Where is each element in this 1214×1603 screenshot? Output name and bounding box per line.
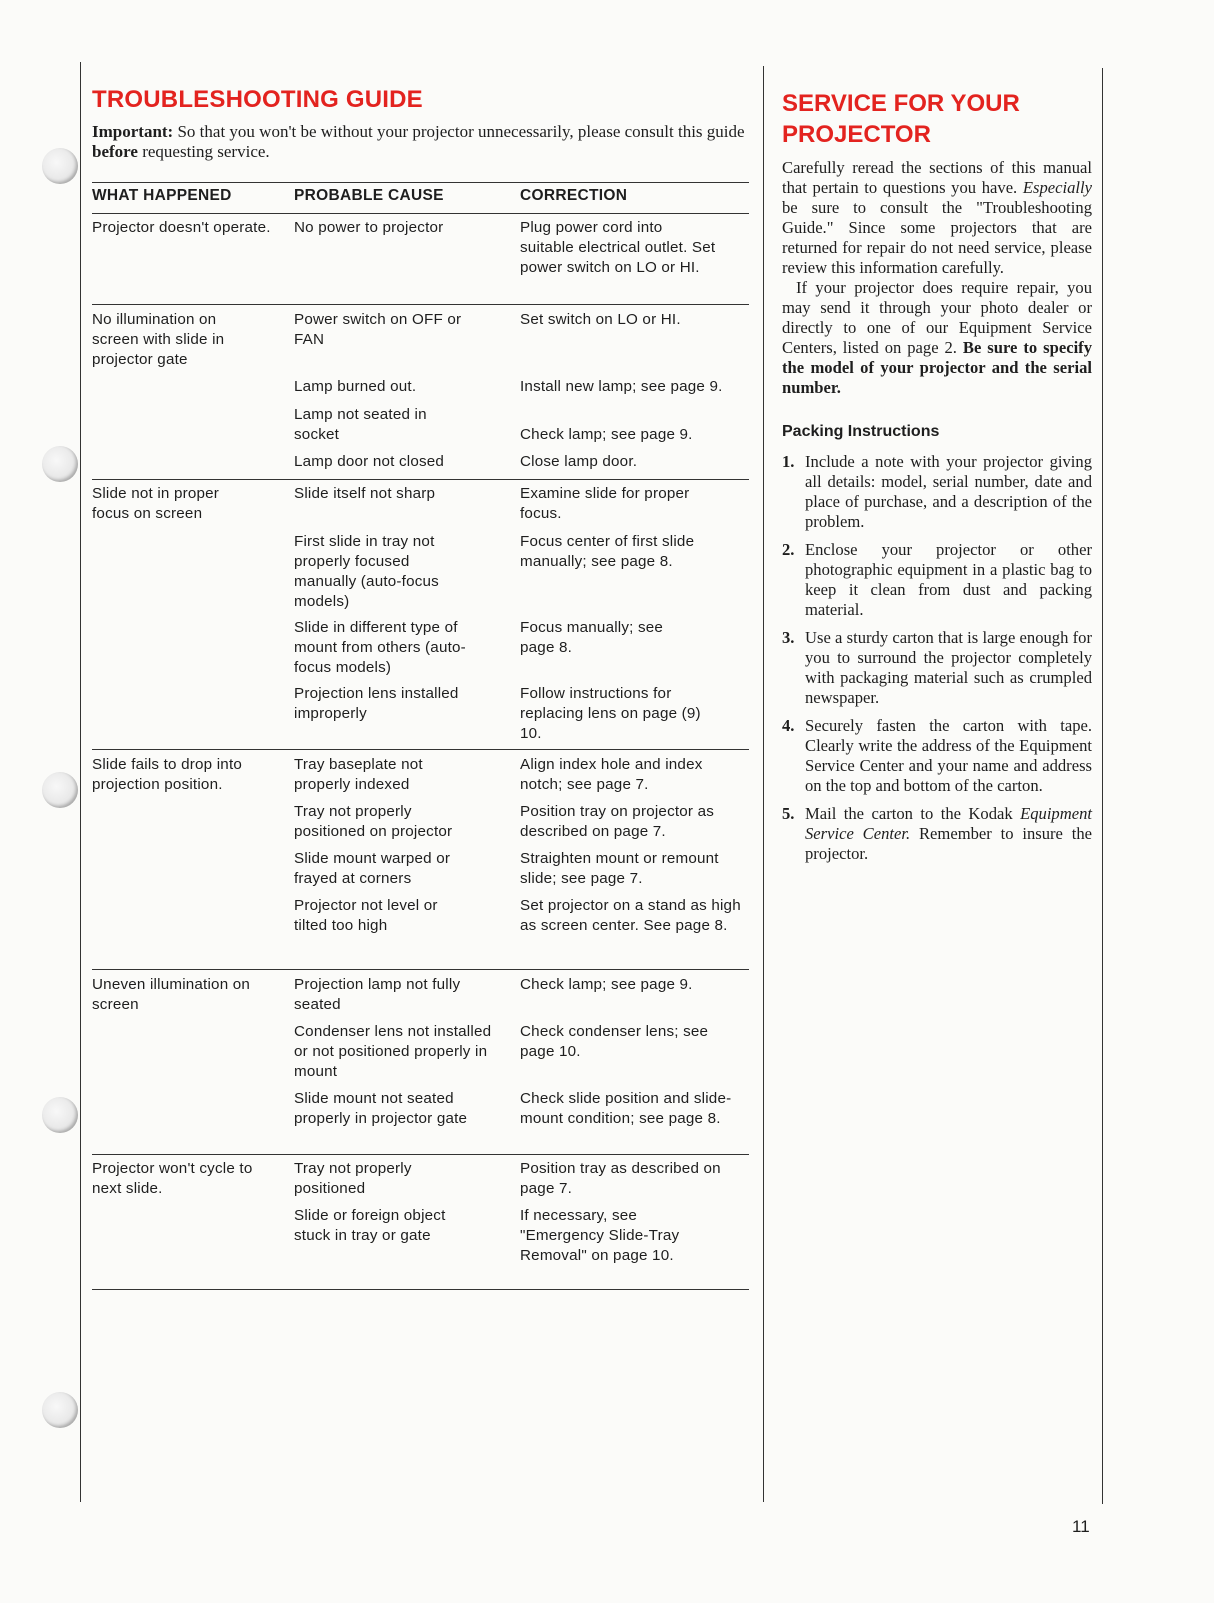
table-row-cause: Lamp not seated in socket bbox=[294, 406, 427, 443]
packing-item-text: Remember to insure the projector. bbox=[805, 824, 1093, 863]
troubleshooting-title: TROUBLESHOOTING GUIDE bbox=[92, 86, 423, 113]
table-row-correction: Check lamp; see page 9. bbox=[520, 976, 693, 993]
table-row-cause: Slide in different type of mount from others (auto-focus models) bbox=[294, 619, 466, 676]
binder-hole-5 bbox=[42, 1392, 78, 1428]
service-column bbox=[782, 158, 1092, 872]
binder-hole-4 bbox=[42, 1097, 78, 1133]
group-rule bbox=[92, 749, 749, 750]
table-row-cause: Lamp burned out. bbox=[294, 378, 417, 395]
table-row-correction: Straighten mount or remount slide; see page 7. bbox=[520, 850, 719, 887]
table-row-cause: Lamp door not closed bbox=[294, 453, 445, 470]
packing-item bbox=[782, 804, 1092, 864]
intro-bold: before bbox=[92, 142, 138, 161]
table-row-correction: Check slide position and slide-mount condition; see page 8. bbox=[520, 1090, 732, 1127]
troubleshooting-intro bbox=[92, 122, 749, 162]
binder-hole-1 bbox=[42, 148, 78, 184]
table-row-cause: Slide mount not seated properly in projector gate bbox=[294, 1090, 468, 1127]
packing-item-text: Include a note with your projector giving all details: model, serial number, date and place of purchase, and a description of the problem. bbox=[805, 452, 1092, 531]
binder-hole-2 bbox=[42, 446, 78, 482]
table-row-correction: Plug power cord into suitable electrical outlet. Set power switch on LO or HI. bbox=[520, 219, 716, 276]
table-row-cause: First slide in tray not properly focused manually (auto-focus models) bbox=[294, 533, 439, 610]
table-row-correction: Set switch on LO or HI. bbox=[520, 311, 681, 328]
intro-text-1: So that you won't be without your projector unnecessarily, please consult this guide bbox=[177, 122, 745, 141]
group-rule bbox=[92, 304, 749, 305]
table-row-correction: Check lamp; see page 9. bbox=[520, 426, 693, 443]
table-row-correction: Focus center of first slide manually; see page 8. bbox=[520, 533, 695, 570]
left-margin-rule bbox=[80, 62, 81, 1502]
group-rule bbox=[92, 1154, 749, 1155]
packing-item-emphasis: Equipment Service Center. bbox=[805, 804, 1092, 843]
packing-item-text: Mail the carton to the Kodak bbox=[805, 804, 1013, 823]
packing-item bbox=[782, 540, 1092, 620]
binder-hole-3 bbox=[42, 772, 78, 808]
packing-item-text: Securely fasten the carton with tape. Clearly write the address of the Equipment Service Center and your name and address on the top and bottom of the carton. bbox=[805, 716, 1092, 795]
group-rule bbox=[92, 969, 749, 970]
table-row-problem: Slide fails to drop into projection position. bbox=[92, 756, 243, 793]
table-row-problem: Projector doesn't operate. bbox=[92, 219, 271, 236]
table-row-cause: Slide mount warped or frayed at corners bbox=[294, 850, 451, 887]
table-row-correction: If necessary, see "Emergency Slide-Tray Removal" on page 10. bbox=[520, 1207, 680, 1264]
table-row-cause: Power switch on OFF or FAN bbox=[294, 311, 462, 348]
table-row-correction: Install new lamp; see page 9. bbox=[520, 378, 723, 395]
important-label: Important: bbox=[92, 122, 174, 141]
packing-item bbox=[782, 628, 1092, 708]
packing-item-number: 3. bbox=[782, 628, 795, 647]
group-rule bbox=[92, 479, 749, 480]
service-text: be sure to consult the "Troubleshooting Guide." Since some projectors that are returned for repair do not need service, please review this information carefully. bbox=[782, 198, 1092, 277]
packing-item-number: 1. bbox=[782, 452, 795, 471]
table-row-correction: Align index hole and index notch; see page 7. bbox=[520, 756, 703, 793]
table-row-cause: Condenser lens not installed or not positioned properly in mount bbox=[294, 1023, 492, 1080]
table-row-cause: No power to projector bbox=[294, 219, 444, 236]
service-paragraph-2 bbox=[782, 278, 1092, 398]
table-row-correction: Focus manually; see page 8. bbox=[520, 619, 664, 656]
table-row-problem: No illumination on screen with slide in projector gate bbox=[92, 311, 225, 368]
table-row-correction: Set projector on a stand as high as screen center. See page 8. bbox=[520, 897, 741, 934]
table-row-cause: Projection lens installed improperly bbox=[294, 685, 459, 722]
packing-item-number: 4. bbox=[782, 716, 795, 735]
table-bottom-rule bbox=[92, 1289, 749, 1290]
table-row-correction: Position tray as described on page 7. bbox=[520, 1160, 721, 1197]
table-row-correction: Check condenser lens; see page 10. bbox=[520, 1023, 709, 1060]
packing-item-number: 2. bbox=[782, 540, 795, 559]
table-row-cause: Projector not level or tilted too high bbox=[294, 897, 438, 934]
table-row-correction: Follow instructions for replacing lens on page (9) 10. bbox=[520, 685, 701, 742]
table-row-cause: Tray baseplate not properly indexed bbox=[294, 756, 423, 793]
table-row-problem: Slide not in proper focus on screen bbox=[92, 485, 220, 522]
header-what-happened: WHAT HAPPENED bbox=[92, 187, 232, 204]
table-row-problem: Projector won't cycle to next slide. bbox=[92, 1160, 253, 1197]
header-probable-cause: PROBABLE CAUSE bbox=[294, 187, 444, 204]
header-rule bbox=[92, 213, 749, 214]
service-text: Carefully reread the sections of this manual that pertain to questions you have. bbox=[782, 158, 1092, 197]
table-row-correction: Position tray on projector as described on page 7. bbox=[520, 803, 715, 840]
packing-item bbox=[782, 716, 1092, 796]
table-row-cause: Slide itself not sharp bbox=[294, 485, 436, 502]
table-row-cause: Slide or foreign object stuck in tray or gate bbox=[294, 1207, 446, 1244]
center-column-rule bbox=[763, 66, 764, 1502]
packing-item-text: Enclose your projector or other photographic equipment in a plastic bag to keep it clean from dust and packing material. bbox=[805, 540, 1092, 619]
table-row-cause: Tray not properly positioned bbox=[294, 1160, 412, 1197]
table-row-correction: Close lamp door. bbox=[520, 453, 638, 470]
table-row-correction: Examine slide for proper focus. bbox=[520, 485, 690, 522]
table-row-cause: Projection lamp not fully seated bbox=[294, 976, 461, 1013]
service-text: If your projector does require repair, you may send it through your photo dealer or directly to one of our Equipment Service Centers, listed on page 2. bbox=[782, 278, 1092, 357]
service-title: SERVICE FOR YOUR PROJECTOR bbox=[782, 90, 1020, 148]
service-paragraph-1 bbox=[782, 158, 1092, 278]
table-top-rule bbox=[92, 182, 749, 183]
packing-item bbox=[782, 452, 1092, 532]
packing-item-text: Use a sturdy carton that is large enough for you to surround the projector completely with packaging material such as crumpled newspaper. bbox=[805, 628, 1092, 707]
service-emphasis: Especially bbox=[1022, 178, 1093, 197]
table-row-problem: Uneven illumination on screen bbox=[92, 976, 251, 1013]
packing-instructions-heading: Packing Instructions bbox=[782, 423, 940, 440]
intro-text-2: requesting service. bbox=[142, 142, 270, 161]
page-number: 11 bbox=[1072, 1517, 1090, 1536]
packing-item-number: 5. bbox=[782, 804, 795, 823]
service-bold-note: Be sure to specify the model of your projector and the serial number. bbox=[782, 338, 1092, 397]
header-correction: CORRECTION bbox=[520, 187, 628, 204]
table-row-cause: Tray not properly positioned on projector bbox=[294, 803, 453, 840]
right-margin-rule bbox=[1102, 68, 1103, 1504]
